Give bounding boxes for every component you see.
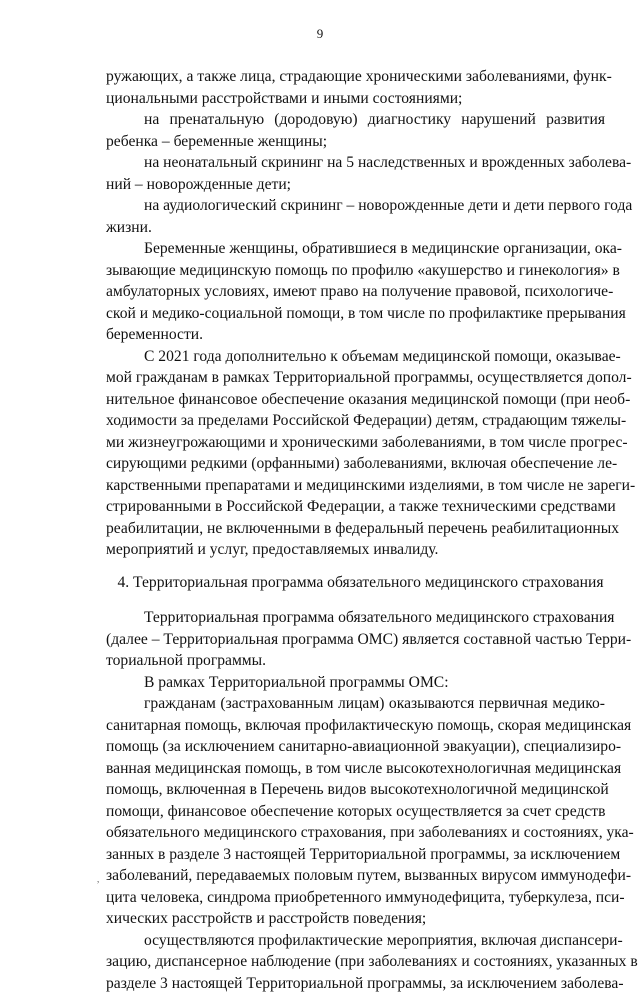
- text-line: Беременные женщины, обратившиеся в медицинские организации, ока-: [106, 238, 605, 260]
- text-line: нительное финансовое обеспечение оказания медицинской помощи (при необ-: [106, 389, 605, 411]
- text-line: ториальной программы.: [106, 650, 605, 672]
- text-line: разделе 3 настоящей Территориальной программы, за исключением заболева-: [106, 973, 605, 994]
- text-line: Территориальная программа обязательного медицинского страхования: [106, 607, 605, 629]
- text-line: помощь (за исключением санитарно-авиационной эвакуации), специализиро-: [106, 736, 605, 758]
- text-line: заболеваний, передаваемых половым путем, вызванных вирусом иммунодефи-: [106, 865, 605, 887]
- text-line: зацию, диспансерное наблюдение (при заболеваниях и состояниях, указанных в: [106, 951, 605, 973]
- text-line: стрированными в Российской Федерации, а также техническими средствами: [106, 496, 605, 518]
- text-line: занных в разделе 3 настоящей Территориальной программы, за исключением: [106, 844, 605, 866]
- scan-mark: ,: [97, 874, 99, 884]
- text-line: мероприятий и услуг, предоставляемых инвалиду.: [106, 539, 605, 561]
- text-line: помощь, включенная в Перечень видов высокотехнологичной медицинской: [106, 779, 605, 801]
- page-number: 9: [0, 26, 640, 42]
- text-line: сирующими редкими (орфанными) заболеваниями, включая обеспечение ле-: [106, 453, 605, 475]
- text-line: на пренатальную (дородовую) диагностику нарушений развития: [106, 109, 605, 131]
- text-line: ний – новорожденные дети;: [106, 174, 605, 196]
- text-line: (далее – Территориальная программа ОМС) является составной частью Терри-: [106, 629, 605, 651]
- paragraphs-medical-care: [106, 66, 605, 561]
- text-line: амбулаторных условиях, имеют право на получение правовой, психологиче-: [106, 281, 605, 303]
- text-line: на неонатальный скрининг на 5 наследственных и врожденных заболева-: [106, 152, 605, 174]
- text-line: жизни.: [106, 217, 605, 239]
- text-line: беременности.: [106, 324, 605, 346]
- text-line: ми жизнеугрожающими и хроническими заболеваниями, в том числе прогрес-: [106, 432, 605, 454]
- text-line: обязательного медицинского страхования, при заболеваниях и состояниях, ука-: [106, 822, 605, 844]
- text-line: гражданам (застрахованным лицам) оказываются первичная медико-: [106, 693, 605, 715]
- text-line: В рамках Территориальной программы ОМС:: [106, 672, 605, 694]
- text-line: С 2021 года дополнительно к объемам медицинской помощи, оказывае-: [106, 346, 605, 368]
- text-line: ской и медико-социальной помощи, в том числе по профилактике прерывания: [106, 303, 605, 325]
- text-line: ванная медицинская помощь, в том числе высокотехнологичная медицинская: [106, 758, 605, 780]
- paragraphs-oms-program: [106, 607, 605, 994]
- text-line: карственными препаратами и медицинскими изделиями, в том числе не зареги-: [106, 475, 605, 497]
- text-line: на аудиологический скрининг – новорожденные дети и дети первого года: [106, 195, 605, 217]
- text-line: циональными расстройствами и иными состояниями;: [106, 88, 605, 110]
- text-line: санитарная помощь, включая профилактическую помощь, скорая медицинская: [106, 715, 605, 737]
- text-line: осуществляются профилактические мероприятия, включая диспансери-: [106, 930, 605, 952]
- text-line: ребенка – беременные женщины;: [106, 131, 605, 153]
- text-line: реабилитации, не включенными в федеральный перечень реабилитационных: [106, 518, 605, 540]
- text-line: зывающие медицинскую помощь по профилю «акушерство и гинекология» в: [106, 260, 605, 282]
- body-text: [106, 66, 605, 994]
- text-line: мой гражданам в рамках Территориальной программы, осуществляется допол-: [106, 367, 605, 389]
- text-line: ходимости за пределами Российской Федерации) детям, страдающим тяжелы-: [106, 410, 605, 432]
- section-heading: 4. Территориальная программа обязательного медицинского страхования: [106, 572, 605, 594]
- text-line: ружающих, а также лица, страдающие хроническими заболеваниями, функ-: [106, 66, 605, 88]
- text-line: хических расстройств и расстройств поведения;: [106, 908, 605, 930]
- text-line: помощи, финансовое обеспечение которых осуществляется за счет средств: [106, 801, 605, 823]
- text-line: цита человека, синдрома приобретенного иммунодефицита, туберкулеза, пси-: [106, 887, 605, 909]
